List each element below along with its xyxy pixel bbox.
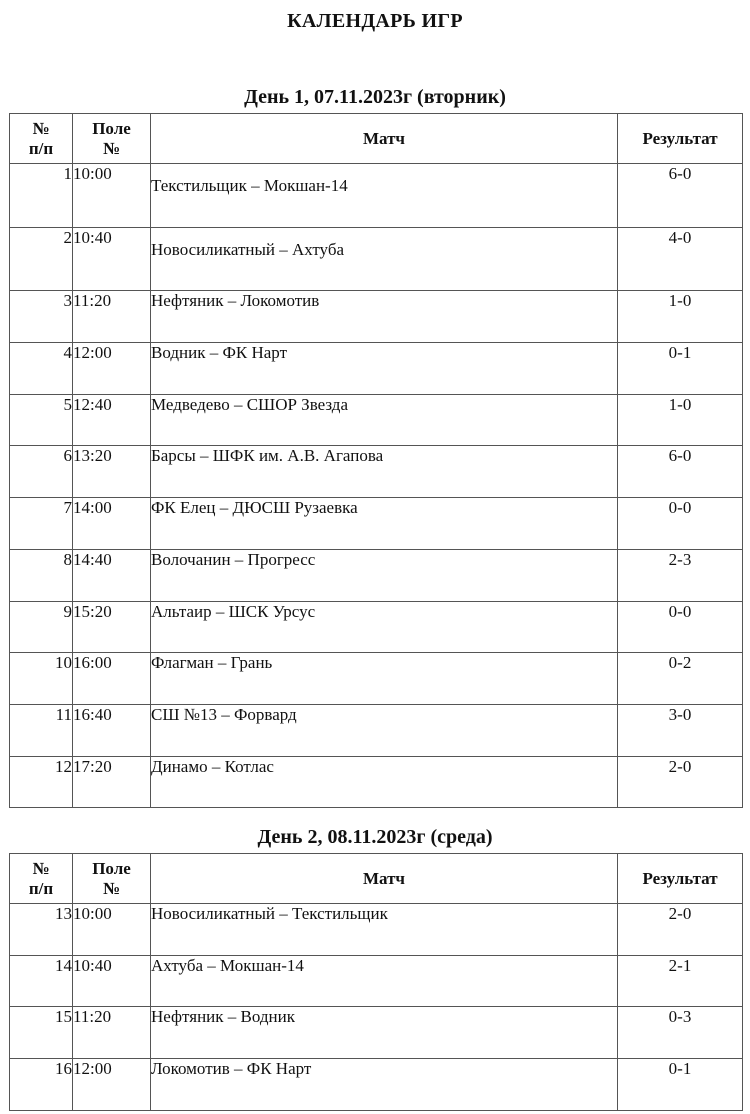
match-teams: Барсы – ШФК им. А.В. Агапова (151, 446, 618, 498)
match-number: 10 (10, 653, 73, 705)
table-row (10, 704, 743, 756)
table-row (10, 1007, 743, 1059)
match-result: 2-0 (618, 904, 743, 956)
match-time: 16:40 (73, 704, 151, 756)
match-result: 0-2 (618, 653, 743, 705)
match-number: 9 (10, 601, 73, 653)
match-result: 2-3 (618, 549, 743, 601)
match-number: 11 (10, 704, 73, 756)
match-result: 0-1 (618, 343, 743, 395)
document-title: КАЛЕНДАРЬ ИГР (287, 10, 463, 32)
match-number: 5 (10, 394, 73, 446)
match-time: 10:00 (73, 164, 151, 228)
match-teams: Новосиликатный – Текстильщик (151, 904, 618, 956)
match-teams: ФК Елец – ДЮСШ Рузаевка (151, 498, 618, 550)
match-teams: Волочанин – Прогресс (151, 549, 618, 601)
table-row (10, 446, 743, 498)
match-result: 1-0 (618, 291, 743, 343)
match-result: 3-0 (618, 704, 743, 756)
table-row (10, 549, 743, 601)
match-number: 4 (10, 343, 73, 395)
match-number: 16 (10, 1059, 73, 1111)
day-2-schedule-table (9, 853, 743, 1111)
match-teams: Нефтяник – Локомотив (151, 291, 618, 343)
match-teams: Динамо – Котлас (151, 756, 618, 808)
match-time: 12:40 (73, 394, 151, 446)
table-row (10, 955, 743, 1007)
match-teams: Новосиликатный – Ахтуба (151, 227, 618, 291)
table-header-row (10, 114, 743, 164)
match-number: 3 (10, 291, 73, 343)
match-result: 0-3 (618, 1007, 743, 1059)
table-row (10, 653, 743, 705)
match-number: 7 (10, 498, 73, 550)
column-header-result: Результат (618, 114, 743, 164)
match-time: 14:40 (73, 549, 151, 601)
day-1-schedule-table (9, 113, 743, 808)
match-time: 10:40 (73, 955, 151, 1007)
table-row (10, 756, 743, 808)
column-header-field: Поле № (73, 114, 151, 164)
match-time: 15:20 (73, 601, 151, 653)
column-header-number: № п/п (10, 114, 73, 164)
column-header-result: Результат (618, 854, 743, 904)
table-row (10, 394, 743, 446)
match-time: 16:00 (73, 653, 151, 705)
match-time: 10:00 (73, 904, 151, 956)
match-teams: Нефтяник – Водник (151, 1007, 618, 1059)
match-number: 6 (10, 446, 73, 498)
column-header-match: Матч (151, 854, 618, 904)
table-row (10, 904, 743, 956)
match-result: 0-0 (618, 498, 743, 550)
match-time: 17:20 (73, 756, 151, 808)
table-row (10, 498, 743, 550)
table-row (10, 1059, 743, 1111)
table-header-row (10, 854, 743, 904)
match-result: 6-0 (618, 446, 743, 498)
column-header-field: Поле № (73, 854, 151, 904)
match-time: 10:40 (73, 227, 151, 291)
match-teams: Текстильщик – Мокшан-14 (151, 164, 618, 228)
table-row (10, 601, 743, 653)
column-header-number: № п/п (10, 854, 73, 904)
match-number: 14 (10, 955, 73, 1007)
match-teams: СШ №13 – Форвард (151, 704, 618, 756)
match-result: 4-0 (618, 227, 743, 291)
match-number: 1 (10, 164, 73, 228)
match-teams: Медведево – СШОР Звезда (151, 394, 618, 446)
match-result: 2-0 (618, 756, 743, 808)
match-number: 13 (10, 904, 73, 956)
table-row (10, 343, 743, 395)
match-number: 2 (10, 227, 73, 291)
table-row (10, 291, 743, 343)
match-result: 2-1 (618, 955, 743, 1007)
day-2-title: День 2, 08.11.2023г (среда) (257, 826, 493, 848)
match-result: 6-0 (618, 164, 743, 228)
match-teams: Ахтуба – Мокшан-14 (151, 955, 618, 1007)
match-teams: Флагман – Грань (151, 653, 618, 705)
match-time: 13:20 (73, 446, 151, 498)
match-number: 15 (10, 1007, 73, 1059)
match-teams: Локомотив – ФК Нарт (151, 1059, 618, 1111)
match-number: 12 (10, 756, 73, 808)
table-row (10, 227, 743, 291)
day-1-title: День 1, 07.11.2023г (вторник) (244, 86, 506, 108)
match-result: 0-0 (618, 601, 743, 653)
table-row (10, 164, 743, 228)
match-time: 11:20 (73, 291, 151, 343)
match-time: 14:00 (73, 498, 151, 550)
match-number: 8 (10, 549, 73, 601)
match-teams: Альтаир – ШСК Урсус (151, 601, 618, 653)
match-teams: Водник – ФК Нарт (151, 343, 618, 395)
match-time: 12:00 (73, 343, 151, 395)
column-header-match: Матч (151, 114, 618, 164)
match-time: 12:00 (73, 1059, 151, 1111)
match-result: 1-0 (618, 394, 743, 446)
match-time: 11:20 (73, 1007, 151, 1059)
match-result: 0-1 (618, 1059, 743, 1111)
